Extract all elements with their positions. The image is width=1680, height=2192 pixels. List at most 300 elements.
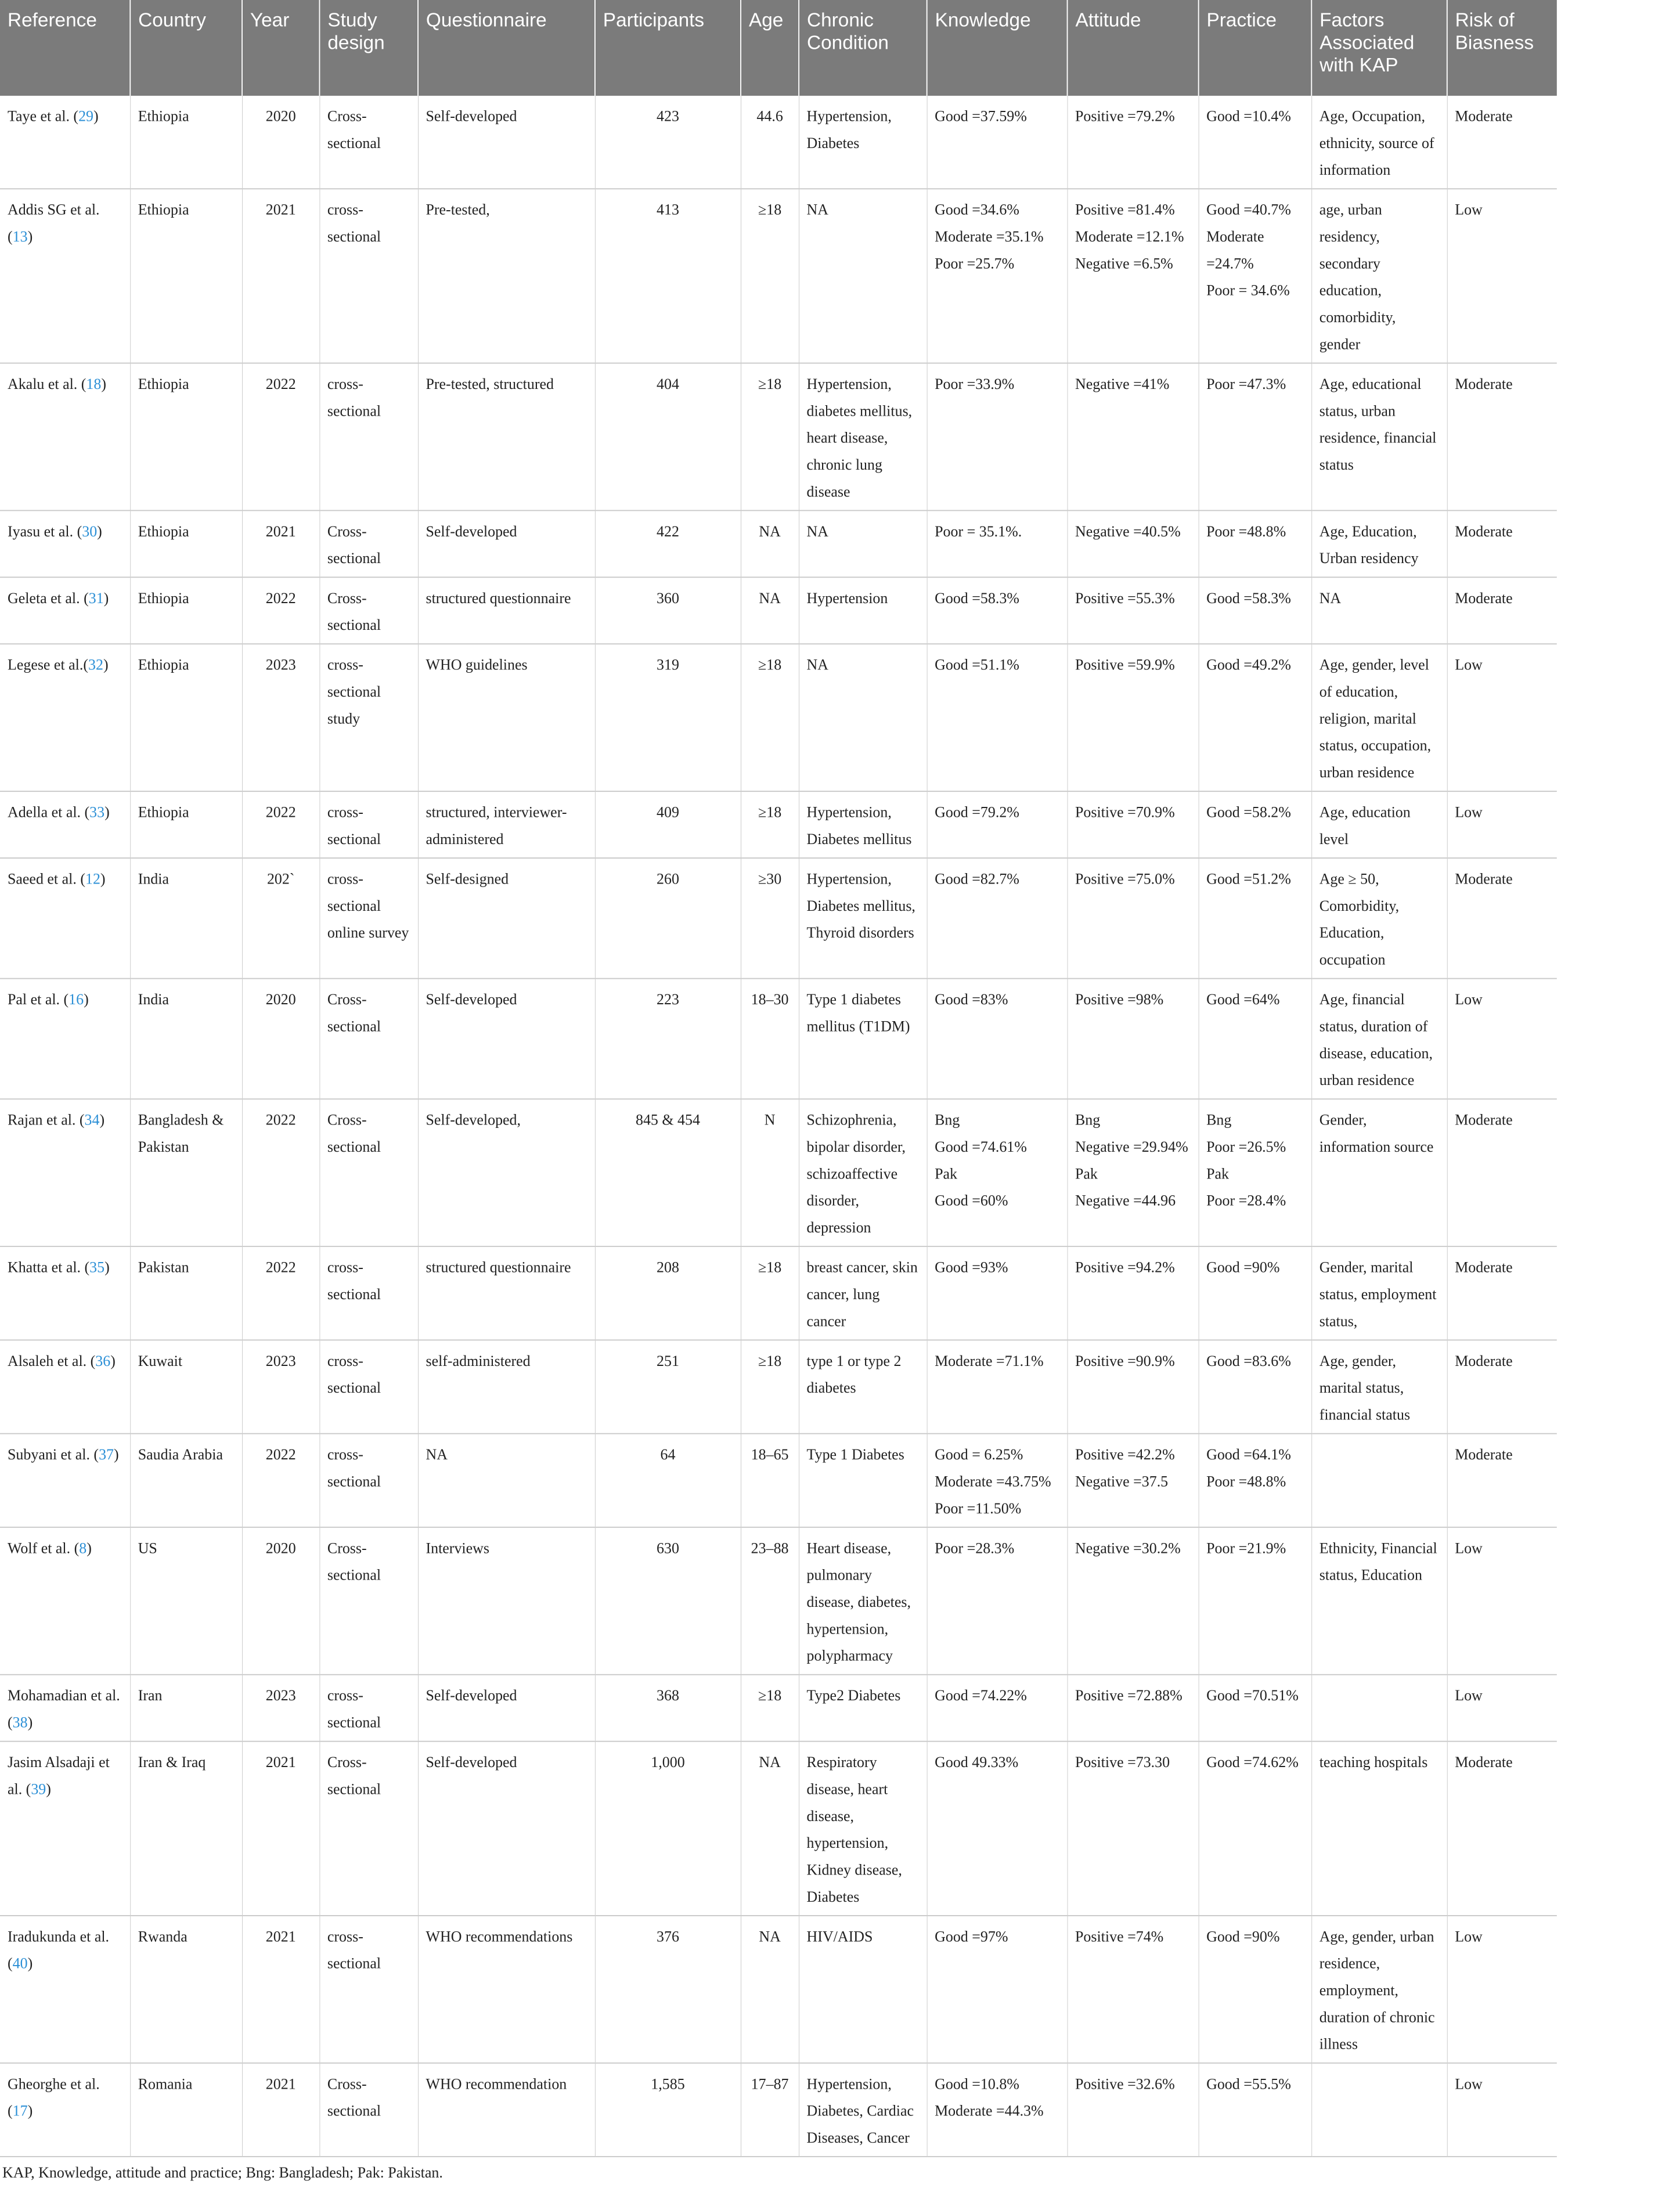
- practice-value: Poor =28.4%: [1206, 1192, 1286, 1210]
- cell-reference: [0, 1340, 130, 1433]
- reference-close: ): [27, 1955, 33, 1973]
- cell-attitude: [1068, 1246, 1199, 1340]
- cell-factors-associated: Age, gender, level of education, religion, marital status, occupation, urban residence: [1311, 644, 1447, 791]
- knowledge-value: Good =74.61%: [935, 1138, 1027, 1156]
- attitude-value: Pak: [1075, 1166, 1098, 1182]
- cell-year: 2022: [242, 1099, 319, 1246]
- cell-country: Bangladesh & Pakistan: [130, 1099, 242, 1246]
- practice-value: Good =90%: [1206, 1928, 1280, 1945]
- attitude-value: Positive =32.6%: [1075, 2076, 1175, 2093]
- cell-reference: [0, 2063, 130, 2157]
- cell-questionnaire: Self-developed: [418, 510, 595, 577]
- cell-factors-associated: NA: [1311, 577, 1447, 644]
- reference-close: ): [27, 2103, 33, 2120]
- cell-questionnaire: Pre-tested,: [418, 189, 595, 363]
- cell-attitude: [1068, 96, 1199, 189]
- reference-close: ): [101, 376, 107, 393]
- cell-chronic-condition: Type 1 diabetes mellitus (T1DM): [799, 979, 927, 1099]
- citation-link[interactable]: 8: [79, 1540, 87, 1557]
- reference-author: Mohamadian et al. (: [7, 1688, 120, 1732]
- cell-reference: [0, 363, 130, 511]
- cell-risk-of-bias: Moderate: [1447, 1742, 1557, 1916]
- header-label: Factors: [1320, 8, 1385, 31]
- cell-reference: [0, 1742, 130, 1916]
- attitude-value: Positive =81.4%: [1075, 201, 1175, 219]
- knowledge-value: Moderate =71.1%: [935, 1353, 1044, 1370]
- cell-factors-associated: Gender, information source: [1311, 1099, 1447, 1246]
- reference-close: ): [114, 1446, 119, 1463]
- cell-chronic-condition: Schizophrenia, bipolar disorder, schizoaffective disorder, depression: [799, 1099, 927, 1246]
- cell-year: 2022: [242, 363, 319, 511]
- cell-reference: [0, 96, 130, 189]
- cell-country: Rwanda: [130, 1916, 242, 2063]
- citation-link[interactable]: 39: [31, 1781, 46, 1798]
- table-row: [0, 510, 1557, 577]
- attitude-value: Positive =79.2%: [1075, 108, 1175, 125]
- table-body: [0, 96, 1557, 2157]
- cell-risk-of-bias: Moderate: [1447, 1434, 1557, 1527]
- header-label: Condition: [807, 31, 889, 53]
- cell-chronic-condition: Hypertension, Diabetes mellitus, Thyroid disorders: [799, 858, 927, 979]
- cell-practice: [1199, 791, 1312, 858]
- citation-link[interactable]: 34: [84, 1112, 100, 1129]
- cell-age: 18–65: [741, 1434, 799, 1527]
- cell-year: 2021: [242, 1916, 319, 2063]
- reference-close: ): [103, 590, 109, 607]
- knowledge-value: Good =97%: [935, 1928, 1008, 1945]
- citation-link[interactable]: 33: [89, 804, 105, 821]
- cell-country: Saudia Arabia: [130, 1434, 242, 1527]
- table-row: [0, 363, 1557, 511]
- cell-risk-of-bias: Moderate: [1447, 1099, 1557, 1246]
- cell-questionnaire: Self-developed: [418, 979, 595, 1099]
- cell-factors-associated: Age, Occupation, ethnicity, source of information: [1311, 96, 1447, 189]
- cell-questionnaire: Self-designed: [418, 858, 595, 979]
- knowledge-value: Moderate =44.3%: [935, 2103, 1044, 2120]
- citation-link[interactable]: 16: [69, 991, 84, 1008]
- attitude-value: Negative =41%: [1075, 376, 1170, 393]
- cell-year: 2021: [242, 2063, 319, 2157]
- cell-practice: [1199, 1742, 1312, 1916]
- cell-participants: 404: [595, 363, 741, 511]
- citation-link[interactable]: 13: [12, 228, 28, 246]
- cell-factors-associated: Ethnicity, Financial status, Education: [1311, 1527, 1447, 1675]
- header-label: Study: [327, 8, 377, 31]
- knowledge-value: Good =60%: [935, 1192, 1008, 1210]
- knowledge-value: Poor =28.3%: [935, 1540, 1015, 1557]
- reference-author: Alsaleh et al. (: [7, 1353, 96, 1370]
- header-label: Age: [748, 8, 784, 31]
- cell-questionnaire: structured questionnaire: [418, 1246, 595, 1340]
- cell-age: ≥18: [741, 363, 799, 511]
- attitude-value: Negative =44.96: [1075, 1192, 1176, 1210]
- cell-practice: [1199, 96, 1312, 189]
- reference-close: ): [103, 657, 109, 674]
- cell-reference: [0, 1246, 130, 1340]
- citation-link[interactable]: 17: [12, 2103, 28, 2120]
- cell-age: NA: [741, 1916, 799, 2063]
- knowledge-value: Good =93%: [935, 1259, 1008, 1277]
- cell-participants: 251: [595, 1340, 741, 1433]
- reference-author: Adella et al. (: [7, 804, 90, 821]
- cell-participants: 1,585: [595, 2063, 741, 2157]
- table-row: [0, 96, 1557, 189]
- reference-close: ): [110, 1353, 116, 1370]
- cell-practice: [1199, 1916, 1312, 2063]
- cell-country: Ethiopia: [130, 791, 242, 858]
- cell-attitude: [1068, 979, 1199, 1099]
- citation-link[interactable]: 32: [88, 657, 103, 674]
- cell-factors-associated: Age, gender, urban residence, employment, duration of chronic illness: [1311, 1916, 1447, 2063]
- attitude-value: Positive =90.9%: [1075, 1353, 1175, 1370]
- cell-practice: [1199, 1675, 1312, 1742]
- citation-link[interactable]: 12: [85, 871, 100, 888]
- practice-value: Good =90%: [1206, 1259, 1280, 1277]
- cell-practice: [1199, 1246, 1312, 1340]
- cell-age: NA: [741, 1742, 799, 1916]
- cell-year: 2023: [242, 1675, 319, 1742]
- attitude-value: Positive =72.88%: [1075, 1688, 1183, 1704]
- cell-participants: 376: [595, 1916, 741, 2063]
- knowledge-value: Moderate =35.1%: [935, 228, 1044, 246]
- header-label: Questionnaire: [426, 8, 547, 31]
- header-chronic-condition: [799, 0, 927, 96]
- cell-country: Iran: [130, 1675, 242, 1742]
- cell-chronic-condition: breast cancer, skin cancer, lung cancer: [799, 1246, 927, 1340]
- reference-author: Iradukunda et al. (: [7, 1928, 110, 1973]
- cell-attitude: [1068, 644, 1199, 791]
- cell-study-design: Cross-sectional: [319, 979, 418, 1099]
- cell-study-design: cross-sectional: [319, 1246, 418, 1340]
- cell-practice: [1199, 1527, 1312, 1675]
- attitude-value: Positive =42.2%: [1075, 1446, 1175, 1463]
- cell-country: Ethiopia: [130, 363, 242, 511]
- knowledge-value: Good =83%: [935, 991, 1008, 1008]
- attitude-value: Moderate =12.1%: [1075, 228, 1184, 246]
- reference-author: Saeed et al. (: [7, 871, 85, 888]
- cell-attitude: [1068, 363, 1199, 511]
- cell-study-design: Cross-sectional: [319, 1099, 418, 1246]
- cell-chronic-condition: Respiratory disease, heart disease, hypertension, Kidney disease, Diabetes: [799, 1742, 927, 1916]
- cell-questionnaire: Self-developed: [418, 1675, 595, 1742]
- cell-study-design: cross-sectional: [319, 1340, 418, 1433]
- cell-participants: 1,000: [595, 1742, 741, 1916]
- reference-author: Rajan et al. (: [7, 1112, 85, 1129]
- table-row: [0, 577, 1557, 644]
- cell-risk-of-bias: Low: [1447, 979, 1557, 1099]
- practice-value: Good =58.2%: [1206, 804, 1291, 821]
- practice-value: Good =58.3%: [1206, 590, 1291, 607]
- cell-practice: [1199, 510, 1312, 577]
- reference-close: ): [27, 228, 33, 246]
- practice-value: Good =83.6%: [1206, 1353, 1291, 1370]
- cell-year: 2022: [242, 1434, 319, 1527]
- cell-knowledge: [927, 2063, 1068, 2157]
- table-row: [0, 1916, 1557, 2063]
- cell-country: Ethiopia: [130, 644, 242, 791]
- cell-age: ≥18: [741, 1675, 799, 1742]
- cell-questionnaire: self-administered: [418, 1340, 595, 1433]
- header-attitude: [1068, 0, 1199, 96]
- cell-study-design: cross-sectional online survey: [319, 858, 418, 979]
- citation-link[interactable]: 31: [88, 590, 104, 607]
- attitude-value: Positive =55.3%: [1075, 590, 1175, 607]
- table-row: [0, 1099, 1557, 1246]
- cell-knowledge: [927, 1340, 1068, 1433]
- header-label: Attitude: [1075, 8, 1141, 31]
- reference-author: Wolf et al. (: [7, 1540, 80, 1557]
- attitude-value: Negative =6.5%: [1075, 255, 1173, 272]
- cell-participants: 260: [595, 858, 741, 979]
- table-footnote: KAP, Knowledge, attitude and practice; Bng: Bangladesh; Pak: Pakistan.: [2, 2164, 443, 2181]
- header-label: Reference: [7, 8, 97, 31]
- knowledge-value: Good =79.2%: [935, 804, 1019, 821]
- cell-chronic-condition: NA: [799, 644, 927, 791]
- table-row: [0, 2063, 1557, 2157]
- cell-practice: [1199, 1434, 1312, 1527]
- cell-practice: [1199, 1340, 1312, 1433]
- cell-risk-of-bias: Moderate: [1447, 96, 1557, 189]
- reference-close: ): [99, 1112, 105, 1129]
- cell-knowledge: [927, 1675, 1068, 1742]
- cell-age: 18–30: [741, 979, 799, 1099]
- cell-factors-associated: Age, education level: [1311, 791, 1447, 858]
- cell-age: 44.6: [741, 96, 799, 189]
- cell-attitude: [1068, 1099, 1199, 1246]
- cell-knowledge: [927, 644, 1068, 791]
- cell-chronic-condition: Type 1 Diabetes: [799, 1434, 927, 1527]
- cell-participants: 409: [595, 791, 741, 858]
- cell-risk-of-bias: Low: [1447, 2063, 1557, 2157]
- cell-risk-of-bias: Moderate: [1447, 510, 1557, 577]
- cell-factors-associated: [1311, 1434, 1447, 1527]
- cell-age: N: [741, 1099, 799, 1246]
- cell-attitude: [1068, 189, 1199, 363]
- practice-value: Good =10.4%: [1206, 108, 1291, 125]
- cell-age: ≥30: [741, 858, 799, 979]
- cell-participants: 360: [595, 577, 741, 644]
- reference-close: ): [84, 991, 89, 1008]
- citation-link[interactable]: 29: [78, 108, 94, 125]
- cell-knowledge: [927, 577, 1068, 644]
- cell-practice: [1199, 1099, 1312, 1246]
- cell-knowledge: [927, 979, 1068, 1099]
- citation-link[interactable]: 36: [95, 1353, 111, 1370]
- attitude-value: Positive =94.2%: [1075, 1259, 1175, 1277]
- cell-study-design: cross-sectional: [319, 1434, 418, 1527]
- attitude-value: Positive =74%: [1075, 1928, 1164, 1945]
- cell-factors-associated: [1311, 1675, 1447, 1742]
- cell-participants: 223: [595, 979, 741, 1099]
- cell-reference: [0, 1527, 130, 1675]
- attitude-value: Positive =75.0%: [1075, 871, 1175, 888]
- cell-study-design: cross-sectional: [319, 1916, 418, 2063]
- cell-risk-of-bias: Moderate: [1447, 1246, 1557, 1340]
- practice-value: Poor =48.8%: [1206, 523, 1286, 540]
- cell-country: Ethiopia: [130, 96, 242, 189]
- cell-participants: 423: [595, 96, 741, 189]
- practice-value: Poor = 34.6%: [1206, 282, 1290, 300]
- knowledge-value: Poor =11.50%: [935, 1500, 1022, 1517]
- cell-participants: 845 & 454: [595, 1099, 741, 1246]
- reference-author: Addis SG et al. (: [7, 201, 100, 246]
- reference-close: ): [46, 1781, 51, 1798]
- header-label: Knowledge: [935, 8, 1031, 31]
- citation-link[interactable]: 37: [99, 1446, 114, 1463]
- cell-risk-of-bias: Low: [1447, 644, 1557, 791]
- attitude-value: Negative =40.5%: [1075, 523, 1181, 540]
- knowledge-value: Poor =25.7%: [935, 255, 1015, 272]
- cell-risk-of-bias: Low: [1447, 1527, 1557, 1675]
- citation-link[interactable]: 30: [82, 523, 98, 540]
- cell-reference: [0, 1916, 130, 2063]
- practice-value: Good =51.2%: [1206, 871, 1291, 888]
- cell-age: ≥18: [741, 644, 799, 791]
- cell-country: Pakistan: [130, 1246, 242, 1340]
- cell-country: Iran & Iraq: [130, 1742, 242, 1916]
- cell-participants: 413: [595, 189, 741, 363]
- cell-questionnaire: Self-developed: [418, 96, 595, 189]
- cell-study-design: cross-sectional: [319, 1675, 418, 1742]
- header-label: Biasness: [1455, 31, 1534, 53]
- header-label: design: [327, 31, 385, 53]
- table-row: [0, 1340, 1557, 1433]
- knowledge-value: Good = 6.25%: [935, 1446, 1023, 1463]
- cell-factors-associated: Age, financial status, duration of disease, education, urban residence: [1311, 979, 1447, 1099]
- cell-questionnaire: Self-developed,: [418, 1099, 595, 1246]
- cell-participants: 368: [595, 1675, 741, 1742]
- practice-value: Good =55.5%: [1206, 2076, 1291, 2093]
- cell-country: India: [130, 858, 242, 979]
- header-label: Associated: [1320, 31, 1415, 53]
- attitude-value: Positive =98%: [1075, 991, 1164, 1008]
- cell-year: 2021: [242, 1742, 319, 1916]
- cell-reference: [0, 1675, 130, 1742]
- reference-close: ): [93, 108, 99, 125]
- cell-chronic-condition: Hypertension, Diabetes: [799, 96, 927, 189]
- cell-country: Ethiopia: [130, 577, 242, 644]
- reference-author: Subyani et al. (: [7, 1446, 99, 1463]
- cell-knowledge: [927, 1246, 1068, 1340]
- cell-chronic-condition: Hypertension, diabetes mellitus, heart disease, chronic lung disease: [799, 363, 927, 511]
- cell-attitude: [1068, 577, 1199, 644]
- practice-value: Good =49.2%: [1206, 657, 1291, 674]
- cell-risk-of-bias: Moderate: [1447, 577, 1557, 644]
- cell-study-design: Cross-sectional: [319, 1742, 418, 1916]
- reference-author: Khatta et al. (: [7, 1259, 90, 1277]
- cell-attitude: [1068, 1340, 1199, 1433]
- cell-knowledge: [927, 189, 1068, 363]
- cell-participants: 422: [595, 510, 741, 577]
- cell-attitude: [1068, 1742, 1199, 1916]
- cell-reference: [0, 858, 130, 979]
- header-risk-of-bias: [1447, 0, 1557, 96]
- reference-close: ): [86, 1540, 92, 1557]
- cell-reference: [0, 1434, 130, 1527]
- cell-risk-of-bias: Low: [1447, 189, 1557, 363]
- cell-reference: [0, 1099, 130, 1246]
- cell-questionnaire: structured questionnaire: [418, 577, 595, 644]
- cell-factors-associated: Age, gender, marital status, financial status: [1311, 1340, 1447, 1433]
- cell-chronic-condition: Hypertension: [799, 577, 927, 644]
- header-label: Risk of: [1455, 8, 1515, 31]
- cell-year: 2023: [242, 644, 319, 791]
- knowledge-value: Good =10.8%: [935, 2076, 1019, 2093]
- cell-chronic-condition: HIV/AIDS: [799, 1916, 927, 2063]
- header-label: Country: [138, 8, 206, 31]
- practice-value: Good =70.51%: [1206, 1688, 1299, 1704]
- cell-attitude: [1068, 2063, 1199, 2157]
- cell-participants: 319: [595, 644, 741, 791]
- knowledge-value: Poor = 35.1%.: [935, 523, 1022, 540]
- cell-factors-associated: [1311, 2063, 1447, 2157]
- header-label: Chronic: [807, 8, 874, 31]
- attitude-value: Negative =30.2%: [1075, 1540, 1181, 1557]
- header-participants: [595, 0, 741, 96]
- cell-year: 2022: [242, 791, 319, 858]
- cell-chronic-condition: Hypertension, Diabetes mellitus: [799, 791, 927, 858]
- cell-study-design: Cross-sectional: [319, 510, 418, 577]
- cell-questionnaire: structured, interviewer-administered: [418, 791, 595, 858]
- cell-knowledge: [927, 363, 1068, 511]
- practice-value: Poor =21.9%: [1206, 1540, 1286, 1557]
- practice-value: Poor =26.5%: [1206, 1138, 1286, 1156]
- table-row: [0, 189, 1557, 363]
- attitude-value: Negative =29.94%: [1075, 1138, 1188, 1156]
- cell-reference: [0, 791, 130, 858]
- cell-reference: [0, 189, 130, 363]
- cell-factors-associated: teaching hospitals: [1311, 1742, 1447, 1916]
- cell-year: 2022: [242, 577, 319, 644]
- cell-age: ≥18: [741, 1246, 799, 1340]
- reference-author: Iyasu et al. (: [7, 523, 82, 540]
- header-reference: [0, 0, 130, 96]
- citation-link[interactable]: 18: [86, 376, 102, 393]
- header-country: [130, 0, 242, 96]
- cell-year: 2022: [242, 1246, 319, 1340]
- cell-practice: [1199, 858, 1312, 979]
- cell-knowledge: [927, 1742, 1068, 1916]
- table-row: [0, 791, 1557, 858]
- citation-link[interactable]: 38: [12, 1714, 28, 1732]
- cell-reference: [0, 510, 130, 577]
- cell-year: 2020: [242, 979, 319, 1099]
- citation-link[interactable]: 40: [12, 1955, 28, 1973]
- cell-factors-associated: Age ≥ 50, Comorbidity, Education, occupation: [1311, 858, 1447, 979]
- cell-reference: [0, 979, 130, 1099]
- cell-age: 17–87: [741, 2063, 799, 2157]
- reference-close: ): [104, 804, 110, 821]
- cell-knowledge: [927, 510, 1068, 577]
- cell-attitude: [1068, 1434, 1199, 1527]
- reference-close: ): [97, 523, 102, 540]
- cell-year: 202`: [242, 858, 319, 979]
- cell-chronic-condition: Heart disease, pulmonary disease, diabetes, hypertension, polypharmacy: [799, 1527, 927, 1675]
- citation-link[interactable]: 35: [89, 1259, 105, 1277]
- cell-year: 2020: [242, 1527, 319, 1675]
- cell-age: ≥18: [741, 1340, 799, 1433]
- cell-age: ≥18: [741, 189, 799, 363]
- cell-factors-associated: Age, Education, Urban residency: [1311, 510, 1447, 577]
- cell-year: 2020: [242, 96, 319, 189]
- cell-year: 2021: [242, 510, 319, 577]
- cell-attitude: [1068, 791, 1199, 858]
- cell-attitude: [1068, 1527, 1199, 1675]
- cell-age: 23–88: [741, 1527, 799, 1675]
- cell-country: Ethiopia: [130, 189, 242, 363]
- table-row: [0, 1742, 1557, 1916]
- header-year: [242, 0, 319, 96]
